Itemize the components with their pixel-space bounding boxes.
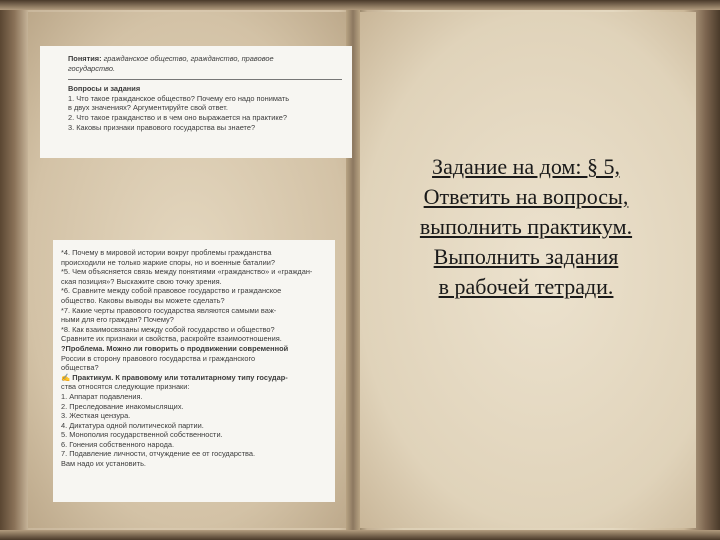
question-line: в двух значениях? Аргументируйте свой ответ. <box>68 103 228 113</box>
homework-line: в рабочей тетради. <box>438 274 614 299</box>
task-line: 5. Монополия государственной собственности. <box>61 430 223 440</box>
task-line: *4. Почему в мировой истории вокруг проблемы гражданства <box>61 248 272 257</box>
concepts-text: гражданское общество, гражданство, правовое <box>103 54 274 63</box>
question-line: 1. Что такое гражданское общество? Почему его надо понимать <box>68 93 290 103</box>
task-line: ными для его граждан? Почему? <box>61 315 174 325</box>
task-line: происходили не только жаркие споры, но и военные баталии? <box>61 257 275 267</box>
task-line: ства относятся следующие признаки: <box>61 382 190 392</box>
homework-line: выполнить практикум. <box>419 214 633 239</box>
task-line: *7. Какие черты правового государства являются самыми важ- <box>61 305 277 315</box>
problem-line: ?Проблема. Можно ли говорить о продвижении современной <box>61 343 289 353</box>
task-line: общество. Каковы выводы вы можете сделать? <box>61 295 225 305</box>
task-line: Сравните их признаки и свойства, раскройте взаимоотношения. <box>61 334 282 344</box>
textbook-scan-bottom <box>53 240 335 502</box>
practicum-line: ✍ Практикум. К правовому или тоталитарному типу государ- <box>61 372 288 382</box>
textbook-scan-top <box>40 46 352 158</box>
question-line: 2. Что такое гражданство и в чем оно выражается на практике? <box>68 112 287 122</box>
homework-text <box>356 152 696 302</box>
book-top-edge <box>0 0 720 10</box>
divider <box>68 79 342 80</box>
questions-header: Вопросы и задания <box>68 84 141 94</box>
task-line: *5. Чем объясняется связь между понятиями «гражданство» и «граждан- <box>61 267 313 277</box>
task-line: *8. Как взаимосвязаны между собой государство и общество? <box>61 324 275 334</box>
task-line: ская позиция»? Выскажите свою точку зрения. <box>61 276 222 286</box>
task-line: 4. Диктатура одной политической партии. <box>61 420 204 430</box>
task-line: Вам надо их установить. <box>61 459 146 469</box>
homework-line: Выполнить задания <box>433 244 619 269</box>
homework-line: Ответить на вопросы, <box>423 184 629 209</box>
task-line: 7. Подавление личности, отчуждение ее от государства. <box>61 449 256 459</box>
task-line: общества? <box>61 363 99 373</box>
task-line: 6. Гонения собственного народа. <box>61 439 175 449</box>
task-line: 3. Жесткая цензура. <box>61 411 131 421</box>
concepts-line <box>68 54 342 64</box>
task-line: *6. Сравните между собой правовое государство и гражданское <box>61 286 282 296</box>
task-line: 1. Аппарат подавления. <box>61 391 143 401</box>
concepts-label: Понятия: <box>68 54 102 63</box>
task-line: 2. Преследование инакомыслящих. <box>61 401 184 411</box>
question-line: 3. Каковы признаки правового государства вы знаете? <box>68 122 256 132</box>
homework-line: Задание на дом: § 5, <box>432 154 620 179</box>
task-line: России в сторону правового государства и гражданского <box>61 353 256 363</box>
book-bottom-edge <box>0 530 720 540</box>
concepts-text-2: государство. <box>68 63 115 73</box>
